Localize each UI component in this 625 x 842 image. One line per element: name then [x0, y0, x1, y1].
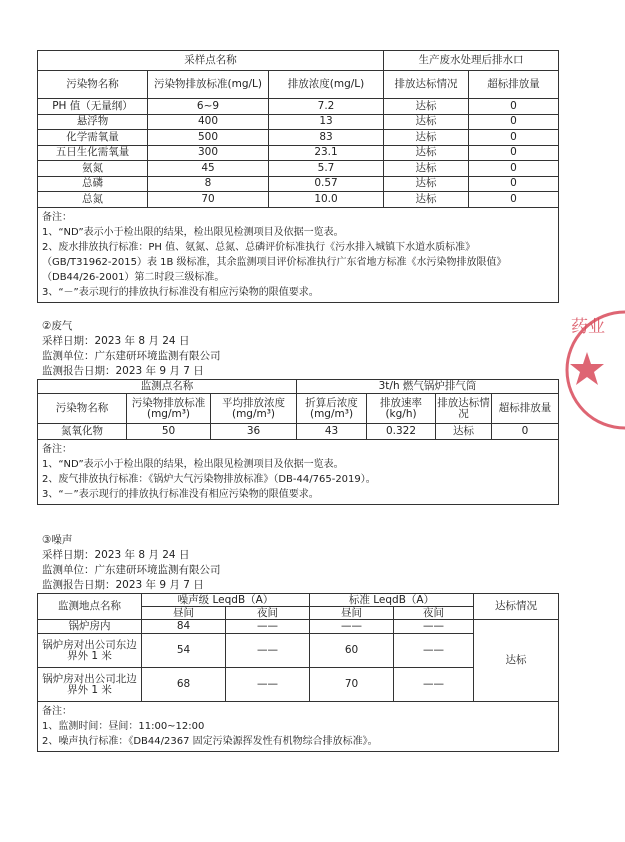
table-row: [38, 161, 559, 177]
cell: 0: [469, 114, 559, 130]
cell: PH 值（无量纲）: [38, 99, 148, 115]
cell: 氮氧化物: [38, 424, 127, 440]
sampling-point-value: 生产废水处理后排水口: [384, 51, 559, 71]
waste-gas-table: [37, 379, 559, 505]
col-header: 排放达标情况: [436, 394, 492, 424]
col-header: 污染物名称: [38, 394, 127, 424]
col-header: 超标排放量: [492, 394, 559, 424]
col-header: 折算后浓度(mg/m³): [297, 394, 367, 424]
table-row: [38, 114, 559, 130]
cell: 23.1: [269, 145, 384, 161]
cell: 达标: [384, 114, 469, 130]
remarks: [38, 440, 559, 505]
cell: 300: [148, 145, 269, 161]
report-date: 监测报告日期：2023 年 9 月 7 日: [42, 579, 204, 591]
remark-line: 3、“－”表示现行的排放执行标准没有相应污染物的限值要求。: [42, 286, 319, 298]
cell: 54: [142, 634, 226, 668]
cell: 达标: [384, 145, 469, 161]
table-row: [38, 130, 559, 146]
cell: 0.57: [269, 176, 384, 192]
section-title: ③噪声: [42, 534, 73, 546]
sub-header: 夜间: [394, 607, 474, 620]
cell: ——: [226, 634, 310, 668]
cell: 8: [148, 176, 269, 192]
monitoring-point-value: 3t/h 燃气锅炉排气筒: [297, 380, 559, 394]
remark-line: 1、“ND”表示小于检出限的结果，检出限见检测项目及依据一览表。: [42, 226, 344, 238]
col-header: 污染物名称: [38, 71, 148, 99]
cell: ——: [394, 634, 474, 668]
remark-line: 2、废水排放执行标准：PH 值、氨氮、总氮、总磷评价标准执行《污水排入城镇下水道水质标准》: [42, 241, 476, 253]
remark-line: 2、噪声执行标准：《DB44/2367 固定污染源挥发性有机物综合排放标准》。: [42, 736, 378, 747]
cell: 达标: [384, 161, 469, 177]
table-row: [38, 176, 559, 192]
col-header: 排放浓度(mg/L): [269, 71, 384, 99]
wastewater-table: [37, 50, 559, 303]
monitoring-point-label: 监测点名称: [38, 380, 297, 394]
table-row: [38, 192, 559, 208]
cell: 锅炉房对出公司东边界外 1 米: [38, 634, 142, 668]
table-row: [38, 424, 559, 440]
cell: 84: [142, 620, 226, 634]
cell: 13: [269, 114, 384, 130]
status-cell: 达标: [474, 620, 559, 702]
table-row: [38, 99, 559, 115]
cell: 达标: [384, 99, 469, 115]
cell: 0: [469, 161, 559, 177]
remarks: [38, 702, 559, 752]
col-header: 污染物排放标准(mg/m³): [127, 394, 211, 424]
remark-line: 备注：: [42, 211, 72, 223]
cell: 锅炉房内: [38, 620, 142, 634]
col-header: 超标排放量: [469, 71, 559, 99]
cell: 0.322: [367, 424, 436, 440]
cell: 悬浮物: [38, 114, 148, 130]
noise-table: [37, 593, 559, 752]
cell: 83: [269, 130, 384, 146]
col-header: 排放速率(kg/h): [367, 394, 436, 424]
cell: 达标: [384, 130, 469, 146]
seal-text: 药业: [571, 317, 605, 337]
report-date: 监测报告日期：2023 年 9 月 7 日: [42, 365, 204, 377]
remark-line: 1、“ND”表示小于检出限的结果，检出限见检测项目及依据一览表。: [42, 459, 344, 470]
cell: 总氮: [38, 192, 148, 208]
remark-line: 2、废气排放执行标准：《锅炉大气污染物排放标准》（DB-44/765-2019）。: [42, 474, 376, 485]
cell: 6~9: [148, 99, 269, 115]
col-header: 监测地点名称: [38, 594, 142, 620]
cell: 0: [469, 130, 559, 146]
monitoring-unit: 监测单位：广东建研环境监测有限公司: [42, 350, 221, 362]
remark-line: 1、监测时间：昼间：11:00~12:00: [42, 721, 205, 732]
remark-line: 备注：: [42, 706, 72, 717]
sub-header: 昼间: [310, 607, 394, 620]
sub-header: 昼间: [142, 607, 226, 620]
cell: 400: [148, 114, 269, 130]
sample-date: 采样日期：2023 年 8 月 24 日: [42, 549, 190, 561]
col-header: 标准 LeqdB（A）: [310, 594, 474, 607]
section-title: ②废气: [42, 320, 73, 332]
cell: 0: [469, 192, 559, 208]
monitoring-unit: 监测单位：广东建研环境监测有限公司: [42, 564, 221, 576]
remarks: [38, 207, 559, 302]
cell: 0: [492, 424, 559, 440]
cell: ——: [226, 668, 310, 702]
cell: 60: [310, 634, 394, 668]
cell: 5.7: [269, 161, 384, 177]
company-seal: [563, 300, 625, 440]
cell: 43: [297, 424, 367, 440]
cell: 0: [469, 99, 559, 115]
table-row: [38, 145, 559, 161]
col-header: 平均排放浓度(mg/m³): [211, 394, 297, 424]
cell: 500: [148, 130, 269, 146]
cell: 氨氮: [38, 161, 148, 177]
cell: 化学需氧量: [38, 130, 148, 146]
remark-line: 备注：: [42, 444, 72, 455]
cell: 68: [142, 668, 226, 702]
col-header: 噪声级 LeqdB（A）: [142, 594, 310, 607]
cell: ——: [310, 620, 394, 634]
cell: 10.0: [269, 192, 384, 208]
cell: ——: [394, 668, 474, 702]
remark-line: 3、“－”表示现行的排放执行标准没有相应污染物的限值要求。: [42, 489, 319, 500]
sampling-point-label: 采样点名称: [38, 51, 384, 71]
cell: 五日生化需氧量: [38, 145, 148, 161]
cell: 36: [211, 424, 297, 440]
remark-line: （DB44/26-2001）第二时段三级标准。: [42, 271, 225, 283]
cell: 达标: [384, 176, 469, 192]
cell: 70: [148, 192, 269, 208]
table-row: [38, 620, 559, 634]
cell: 70: [310, 668, 394, 702]
col-header: 污染物排放标准(mg/L): [148, 71, 269, 99]
cell: 达标: [384, 192, 469, 208]
remark-line: （GB/T31962-2015）表 1B 级标准，其余监测项目评价标准执行广东省地方标准《水污染物排放限值》: [42, 256, 507, 268]
cell: 45: [148, 161, 269, 177]
cell: 0: [469, 176, 559, 192]
sample-date: 采样日期：2023 年 8 月 24 日: [42, 335, 190, 347]
col-header: 达标情况: [474, 594, 559, 620]
cell: 0: [469, 145, 559, 161]
cell: ——: [394, 620, 474, 634]
cell: 达标: [436, 424, 492, 440]
cell: 7.2: [269, 99, 384, 115]
cell: ——: [226, 620, 310, 634]
cell: 锅炉房对出公司北边界外 1 米: [38, 668, 142, 702]
cell: 50: [127, 424, 211, 440]
sub-header: 夜间: [226, 607, 310, 620]
col-header: 排放达标情况: [384, 71, 469, 99]
cell: 总磷: [38, 176, 148, 192]
